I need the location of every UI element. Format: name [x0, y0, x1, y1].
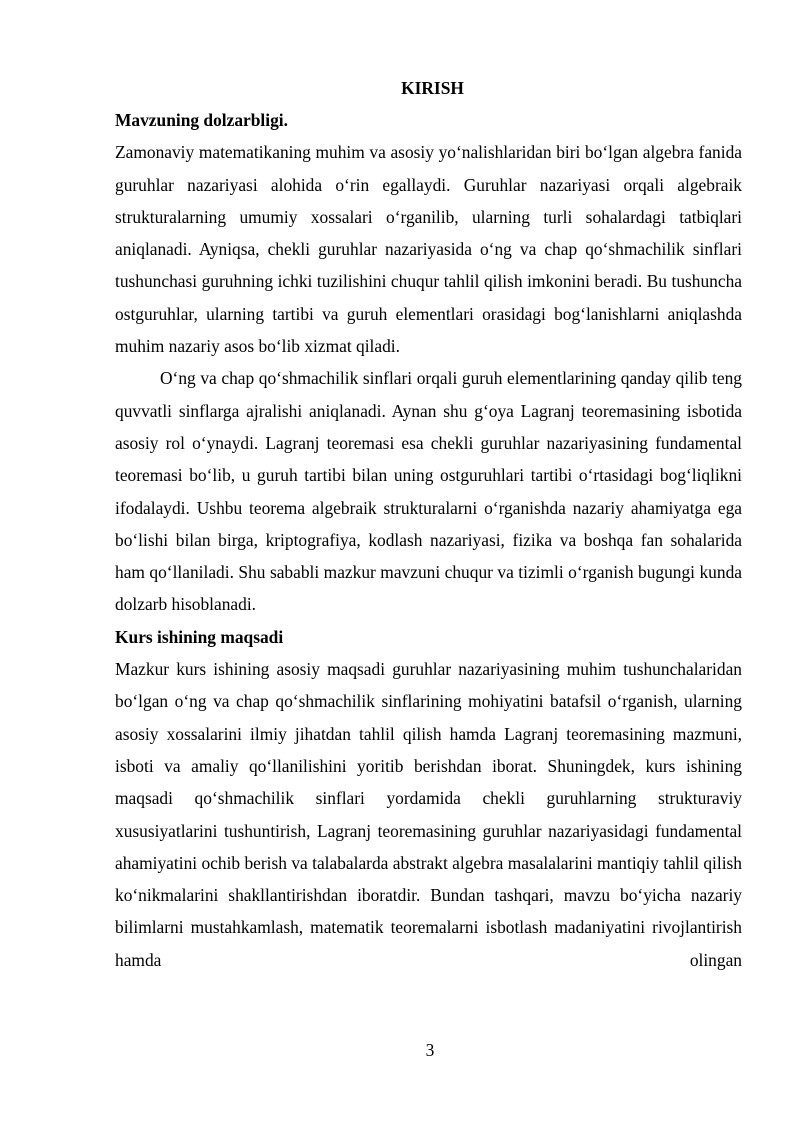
document-page	[115, 72, 742, 976]
section-heading-goal: Kurs ishining maqsadi	[115, 626, 284, 647]
paragraph-goal-1: Mazkur kurs ishining asosiy maqsadi guruhlar nazariyasining muhim tushunchalaridan bo‘lgan o‘ng va chap qo‘shmachilik sinflarining mohiyatini batafsil o‘rganish, ularning asosiy xossalarini ilmiy jihatdan tahlil qilish hamda Lagranj teoremasining mazmuni, isboti va amaliy qo‘llanilishini yoritib berishdan iborat. Shuningdek, kurs ishining maqsadi qo‘shmachilik sinflari yordamida chekli guruhlarning strukturaviy xususiyatlarini tushuntirish, Lagranj teoremasining guruhlar nazariyasidagi fundamental ahamiyatini ochib berish va talabalarda abstrakt algebra masalalarini mantiqiy tahlil qilish ko‘nikmalarini shakllantirishdan iboratdir. Bundan tashqari, mavzu bo‘yicha nazariy bilimlarni mustahkamlash, matematik teoremalarni isbotlash madaniyatini rivojlantirish hamda olingan	[115, 659, 742, 970]
paragraph-relevance-2: O‘ng va chap qo‘shmachilik sinflari orqali guruh elementlarining qanday qilib teng quvvatli sinflarga ajralishi aniqlanadi. Aynan shu g‘oya Lagranj teoremasining isbotida asosiy rol o‘ynaydi. Lagranj teoremasi esa chekli guruhlar nazariyasining fundamental teoremasi bo‘lib, u guruh tartibi bilan uning ostguruhlari tartibi o‘rtasidagi bog‘liqlikni ifodalaydi. Ushbu teorema algebraik strukturalarni o‘rganishda nazariy ahamiyatga ega bo‘lishi bilan birga, kriptografiya, kodlash nazariyasi, fizika va boshqa fan sohalarida ham qo‘llaniladi. Shu sababli mazkur mavzuni chuqur va tizimli o‘rganish bugungi kunda dolzarb hisoblanadi.	[115, 368, 742, 615]
page-number: 3	[425, 1040, 435, 1060]
page-title: KIRISH	[401, 78, 464, 98]
section-heading-relevance: Mavzuning dolzarbligi.	[115, 110, 288, 130]
paragraph-relevance-1: Zamonaviy matematikaning muhim va asosiy yo‘nalishlaridan biri bo‘lgan algebra fanida guruhlar nazariyasi alohida o‘rin egallaydi. Guruhlar nazariyasi orqali algebraik strukturalarning umumiy xossalari o‘rganilib, ularning turli sohalardagi tatbiqlari aniqlanadi. Ayniqsa, chekli guruhlar nazariyasida o‘ng va chap qo‘shmachilik sinflari tushunchasi guruhning ichki tuzilishini chuqur tahlil qilish imkonini beradi. Bu tushuncha ostguruhlar, ularning tartibi va guruh elementlari orasidagi bog‘lanishlarni aniqlashda muhim nazariy asos bo‘lib xizmat qiladi.	[115, 142, 742, 357]
